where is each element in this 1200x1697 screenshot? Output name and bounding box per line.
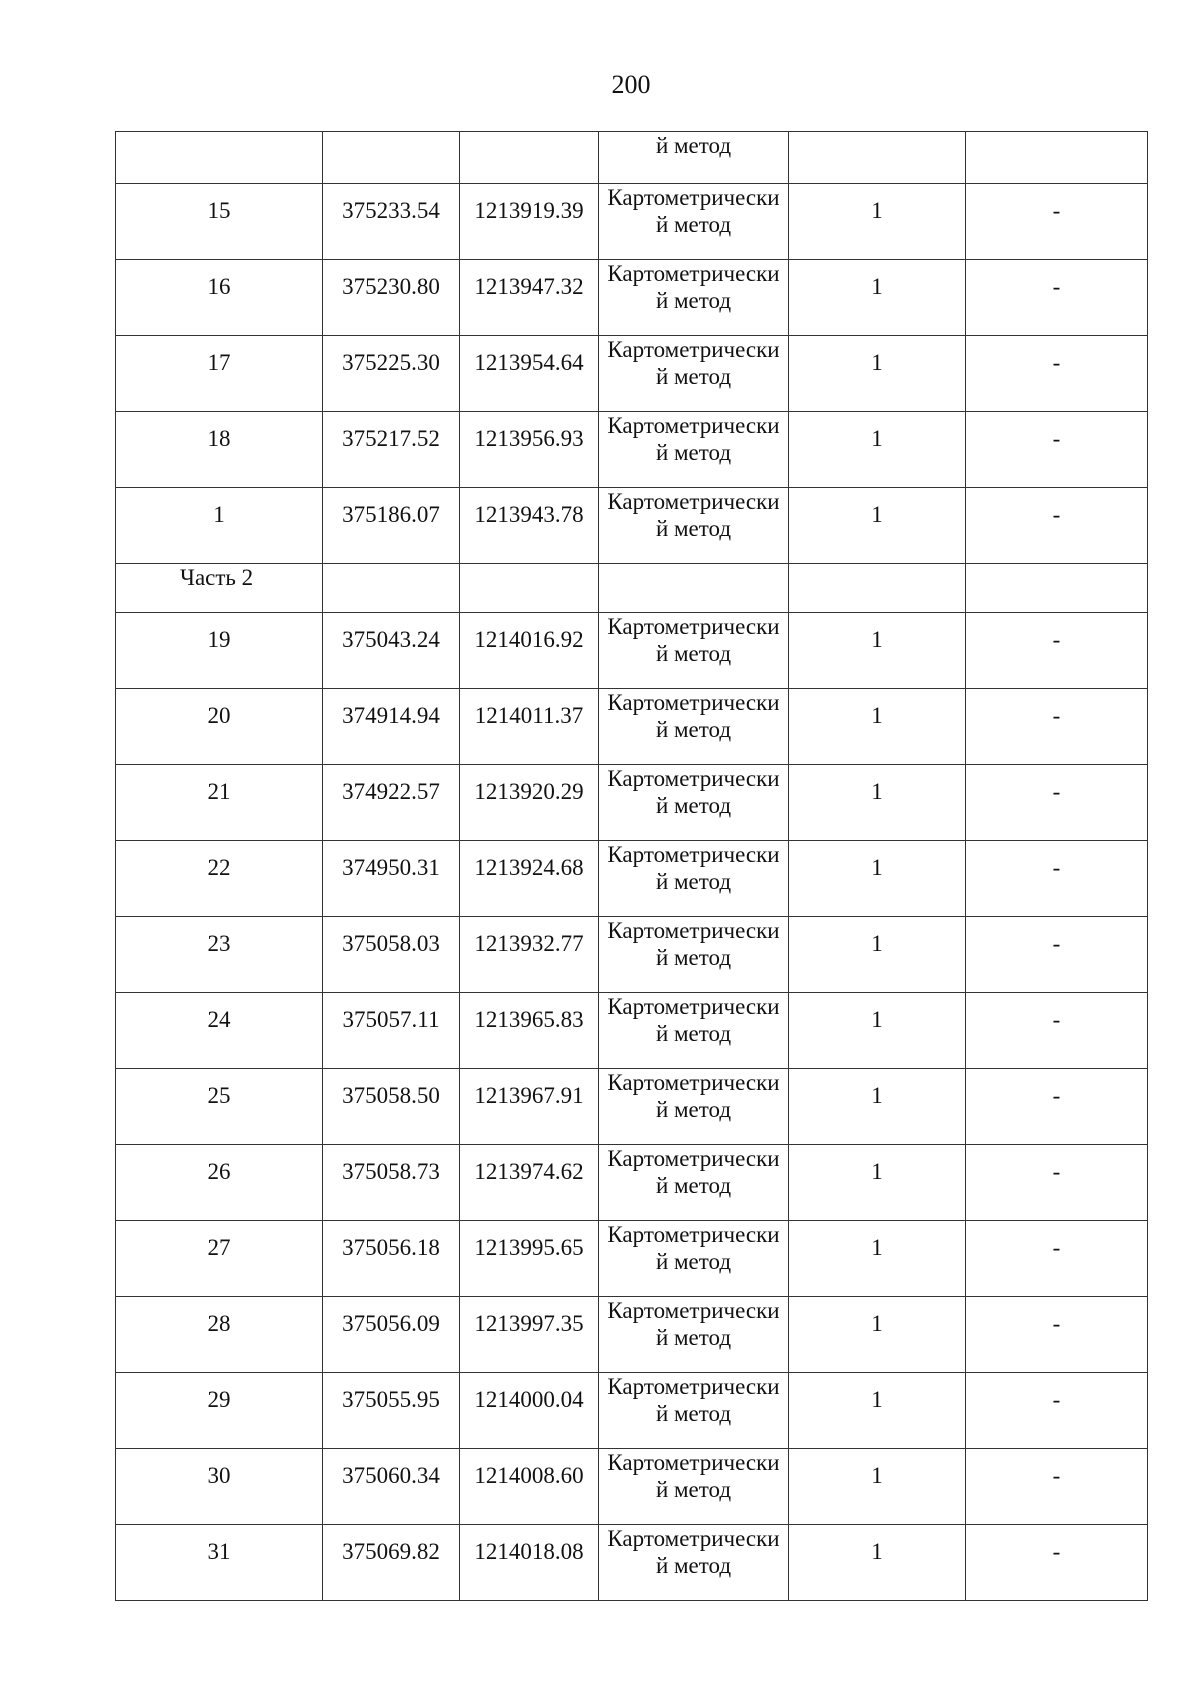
table-row — [116, 613, 1148, 689]
x-cell: 375230.80 — [323, 260, 460, 336]
y-cell: 1213956.93 — [460, 412, 599, 488]
method-cell — [599, 613, 789, 689]
method-text-line1: Картометрически — [607, 1374, 780, 1399]
accuracy-cell: 1 — [789, 488, 966, 564]
method-text-line2: й метод — [655, 793, 732, 818]
extra-cell: - — [966, 1449, 1148, 1525]
extra-cell: - — [966, 689, 1148, 765]
accuracy-cell: 1 — [789, 993, 966, 1069]
method-text-line2: й метод — [655, 1173, 732, 1198]
method-text-line1: Картометрически — [607, 413, 780, 438]
method-cell — [599, 841, 789, 917]
method-text-line1: Картометрически — [607, 185, 780, 210]
method-text-line2: й метод — [655, 641, 732, 666]
point-cell: 24 — [116, 993, 323, 1069]
table-row — [116, 260, 1148, 336]
point-cell: 16 — [116, 260, 323, 336]
x-cell: 375233.54 — [323, 184, 460, 260]
extra-cell: - — [966, 260, 1148, 336]
point-cell: 15 — [116, 184, 323, 260]
y-cell: 1213954.64 — [460, 336, 599, 412]
method-text-line2: й метод — [655, 945, 732, 970]
extra-cell: - — [966, 765, 1148, 841]
x-cell: 375056.09 — [323, 1297, 460, 1373]
x-cell: 374922.57 — [323, 765, 460, 841]
point-cell: 19 — [116, 613, 323, 689]
y-cell: 1214016.92 — [460, 613, 599, 689]
accuracy-cell: 1 — [789, 1525, 966, 1601]
x-cell: 375225.30 — [323, 336, 460, 412]
table-row — [116, 488, 1148, 564]
extra-cell: - — [966, 184, 1148, 260]
method-text-line1: Картометрически — [607, 1526, 780, 1551]
point-cell: 20 — [116, 689, 323, 765]
accuracy-cell: 1 — [789, 765, 966, 841]
method-cell — [599, 336, 789, 412]
table-row — [116, 1449, 1148, 1525]
point-cell: 22 — [116, 841, 323, 917]
table-row — [116, 1069, 1148, 1145]
y-cell: 1213920.29 — [460, 765, 599, 841]
point-cell: 18 — [116, 412, 323, 488]
method-text-line2: й метод — [655, 1401, 732, 1426]
y-cell: 1213967.91 — [460, 1069, 599, 1145]
table-row — [116, 1373, 1148, 1449]
method-cell — [599, 1373, 789, 1449]
empty-cell — [323, 564, 460, 613]
accuracy-cell: 1 — [789, 1449, 966, 1525]
point-cell: 28 — [116, 1297, 323, 1373]
accuracy-cell: 1 — [789, 1069, 966, 1145]
method-cell — [599, 488, 789, 564]
part-header-row — [116, 564, 1148, 613]
accuracy-cell: 1 — [789, 184, 966, 260]
method-cell — [599, 132, 789, 184]
method-text-line2: й метод — [655, 440, 732, 465]
page-number: 200 — [611, 70, 651, 99]
extra-cell: - — [966, 613, 1148, 689]
point-cell: 26 — [116, 1145, 323, 1221]
method-cell — [599, 1145, 789, 1221]
accuracy-cell: 1 — [789, 841, 966, 917]
method-text-line2: й метод — [655, 1021, 732, 1046]
y-cell: 1214011.37 — [460, 689, 599, 765]
point-cell: 27 — [116, 1221, 323, 1297]
y-cell: 1213919.39 — [460, 184, 599, 260]
method-cell — [599, 917, 789, 993]
continuation-row — [116, 132, 1148, 184]
accuracy-cell: 1 — [789, 689, 966, 765]
x-cell — [323, 132, 460, 184]
method-text-line1: Картометрически — [607, 614, 780, 639]
coordinates-table-body — [116, 132, 1148, 1601]
y-cell: 1213943.78 — [460, 488, 599, 564]
accuracy-cell: 1 — [789, 1221, 966, 1297]
method-cell — [599, 1449, 789, 1525]
empty-cell — [460, 564, 599, 613]
method-text-line2: й метод — [655, 1249, 732, 1274]
y-cell: 1213947.32 — [460, 260, 599, 336]
method-text-line2: й метод — [655, 288, 732, 313]
x-cell: 375057.11 — [323, 993, 460, 1069]
extra-cell — [966, 132, 1148, 184]
method-text-line1: Картометрически — [607, 261, 780, 286]
x-cell: 375058.03 — [323, 917, 460, 993]
table-row — [116, 917, 1148, 993]
x-cell: 375043.24 — [323, 613, 460, 689]
method-text-line2: й метод — [655, 1553, 732, 1578]
extra-cell: - — [966, 1069, 1148, 1145]
extra-cell: - — [966, 336, 1148, 412]
y-cell: 1213924.68 — [460, 841, 599, 917]
method-text-line1: Картометрически — [607, 918, 780, 943]
method-text: й метод — [655, 133, 732, 158]
accuracy-cell: 1 — [789, 1373, 966, 1449]
point-cell: 17 — [116, 336, 323, 412]
table-row — [116, 765, 1148, 841]
y-cell: 1213997.35 — [460, 1297, 599, 1373]
table-row — [116, 841, 1148, 917]
empty-cell — [599, 564, 789, 613]
y-cell — [460, 132, 599, 184]
method-text-line1: Картометрически — [607, 842, 780, 867]
y-cell: 1214000.04 — [460, 1373, 599, 1449]
point-cell: 29 — [116, 1373, 323, 1449]
extra-cell: - — [966, 917, 1148, 993]
accuracy-cell: 1 — [789, 412, 966, 488]
x-cell: 375060.34 — [323, 1449, 460, 1525]
table-row — [116, 1221, 1148, 1297]
point-cell: 30 — [116, 1449, 323, 1525]
y-cell: 1213932.77 — [460, 917, 599, 993]
y-cell: 1213974.62 — [460, 1145, 599, 1221]
method-text-line2: й метод — [655, 364, 732, 389]
accuracy-cell: 1 — [789, 260, 966, 336]
x-cell: 375058.50 — [323, 1069, 460, 1145]
table-row — [116, 412, 1148, 488]
method-cell — [599, 689, 789, 765]
accuracy-cell: 1 — [789, 917, 966, 993]
method-cell — [599, 1069, 789, 1145]
accuracy-cell: 1 — [789, 1145, 966, 1221]
point-cell: 23 — [116, 917, 323, 993]
empty-cell — [789, 564, 966, 613]
point-cell — [116, 132, 323, 184]
extra-cell: - — [966, 1221, 1148, 1297]
x-cell: 375058.73 — [323, 1145, 460, 1221]
extra-cell: - — [966, 841, 1148, 917]
point-cell: 31 — [116, 1525, 323, 1601]
method-cell — [599, 260, 789, 336]
extra-cell: - — [966, 1145, 1148, 1221]
x-cell: 374950.31 — [323, 841, 460, 917]
point-cell: 21 — [116, 765, 323, 841]
extra-cell: - — [966, 1373, 1148, 1449]
table-row — [116, 336, 1148, 412]
coordinates-table — [115, 131, 1148, 1601]
method-text-line2: й метод — [655, 1325, 732, 1350]
y-cell: 1213965.83 — [460, 993, 599, 1069]
method-cell — [599, 1297, 789, 1373]
method-text-line1: Картометрически — [607, 690, 780, 715]
method-text-line2: й метод — [655, 717, 732, 742]
method-text-line1: Картометрически — [607, 489, 780, 514]
y-cell: 1213995.65 — [460, 1221, 599, 1297]
method-text-line2: й метод — [655, 212, 732, 237]
accuracy-cell: 1 — [789, 613, 966, 689]
method-text-line1: Картометрически — [607, 994, 780, 1019]
x-cell: 375056.18 — [323, 1221, 460, 1297]
method-cell — [599, 1525, 789, 1601]
extra-cell: - — [966, 1297, 1148, 1373]
extra-cell: - — [966, 993, 1148, 1069]
accuracy-cell — [789, 132, 966, 184]
method-cell — [599, 993, 789, 1069]
method-text-line2: й метод — [655, 1097, 732, 1122]
method-cell — [599, 412, 789, 488]
method-cell — [599, 1221, 789, 1297]
y-cell: 1214018.08 — [460, 1525, 599, 1601]
table-row — [116, 1145, 1148, 1221]
method-text-line2: й метод — [655, 869, 732, 894]
accuracy-cell: 1 — [789, 336, 966, 412]
table-row — [116, 993, 1148, 1069]
method-text-line1: Картометрически — [607, 1070, 780, 1095]
x-cell: 374914.94 — [323, 689, 460, 765]
x-cell: 375055.95 — [323, 1373, 460, 1449]
method-cell — [599, 184, 789, 260]
method-cell — [599, 765, 789, 841]
method-text-line2: й метод — [655, 516, 732, 541]
method-text-line2: й метод — [655, 1477, 732, 1502]
x-cell: 375069.82 — [323, 1525, 460, 1601]
extra-cell: - — [966, 412, 1148, 488]
method-text-line1: Картометрически — [607, 766, 780, 791]
method-text-line1: Картометрически — [607, 1450, 780, 1475]
method-text-line1: Картометрически — [607, 1146, 780, 1171]
table-row — [116, 1297, 1148, 1373]
method-text-line1: Картометрически — [607, 337, 780, 362]
table-row — [116, 1525, 1148, 1601]
table-row — [116, 184, 1148, 260]
point-cell: 1 — [116, 488, 323, 564]
x-cell: 375217.52 — [323, 412, 460, 488]
point-cell: 25 — [116, 1069, 323, 1145]
accuracy-cell: 1 — [789, 1297, 966, 1373]
part-label: Часть 2 — [116, 564, 323, 613]
extra-cell: - — [966, 1525, 1148, 1601]
table-row — [116, 689, 1148, 765]
y-cell: 1214008.60 — [460, 1449, 599, 1525]
extra-cell: - — [966, 488, 1148, 564]
method-text-line1: Картометрически — [607, 1298, 780, 1323]
empty-cell — [966, 564, 1148, 613]
method-text-line1: Картометрически — [607, 1222, 780, 1247]
x-cell: 375186.07 — [323, 488, 460, 564]
